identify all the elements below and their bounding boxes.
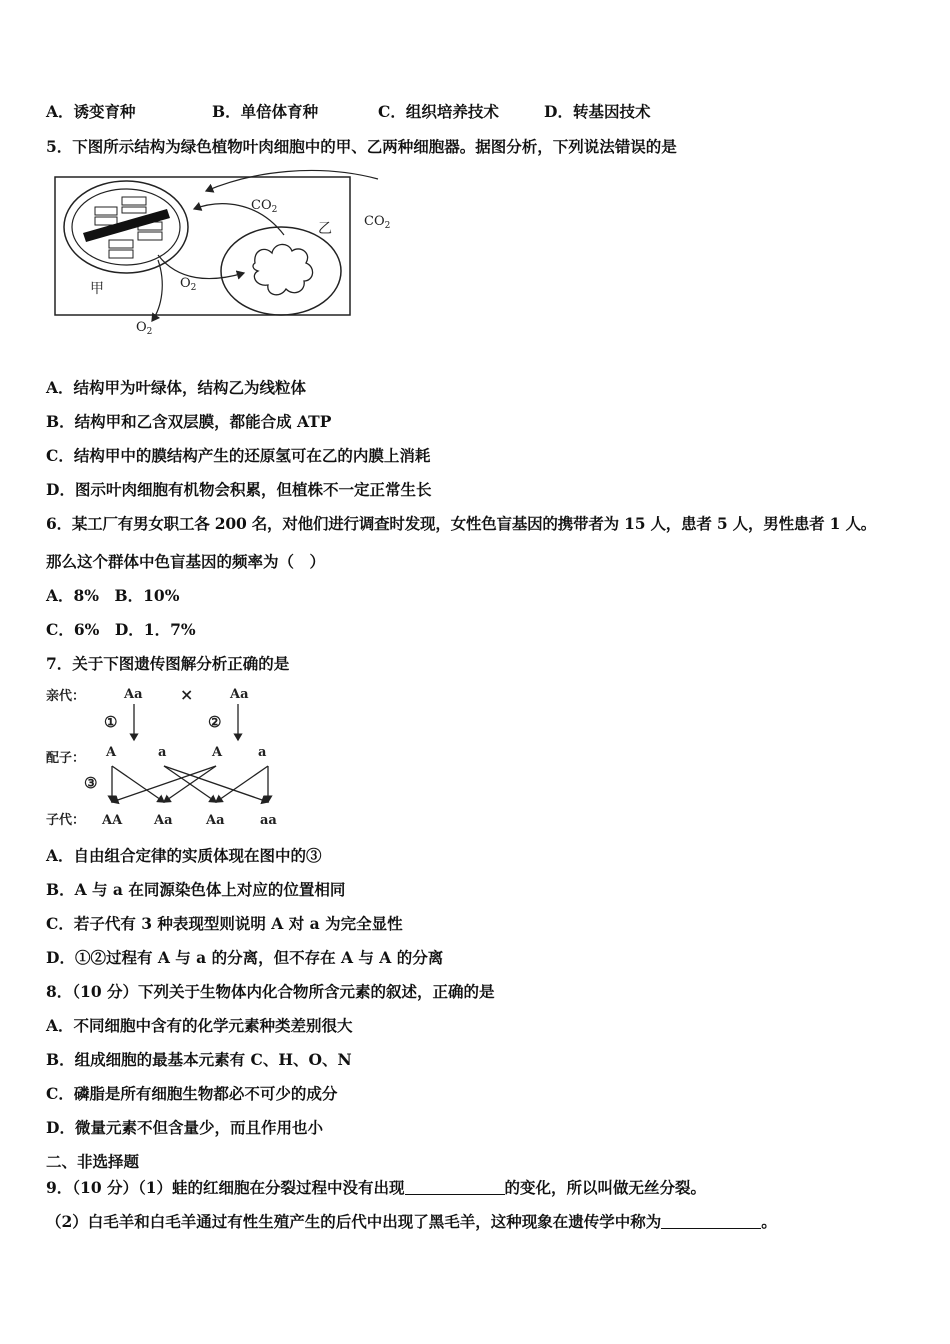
offspring-1: AA — [102, 813, 123, 828]
q5-stem: 5．下图所示结构为绿色植物叶肉细胞中的甲、乙两种细胞器。据图分析，下列说法错误的是 — [46, 137, 677, 156]
parents-label: 亲代： — [46, 689, 86, 704]
thylakoid — [109, 250, 133, 258]
parent-2: Aa — [230, 687, 249, 702]
co2-label-inner: $CO_2$ — [251, 198, 278, 215]
o2-label-mid: $O_2$ — [180, 276, 197, 293]
q9-line1 — [46, 1178, 706, 1198]
q9-line2-post: 。 — [761, 1212, 777, 1231]
q8-option-b: B．组成细胞的最基本元素有 C、H、O、N — [46, 1050, 352, 1069]
q4-option-b: B．单倍体育种 — [212, 102, 319, 121]
q8-option-c: C．磷脂是所有细胞生物都必不可少的成分 — [46, 1084, 338, 1103]
o2-label-bottom: $O_2$ — [136, 320, 153, 337]
co2-arrow-from-outside — [206, 170, 378, 191]
q5-option-a: A．结构甲为叶绿体，结构乙为线粒体 — [46, 378, 307, 397]
offspring-label: 子代： — [46, 813, 86, 828]
thylakoid — [122, 197, 146, 205]
q7-stem: 7．关于下图遗传图解分析正确的是 — [46, 654, 290, 673]
q9-line2 — [46, 1212, 777, 1232]
q8-option-a: A．不同细胞中含有的化学元素种类差别很大 — [46, 1016, 353, 1035]
offspring-2: Aa — [154, 813, 173, 828]
gamete-4: a — [258, 745, 267, 760]
q7-option-a: A．自由组合定律的实质体现在图中的③ — [46, 846, 322, 865]
q6-options-row2: C．6% D．1．7% — [46, 620, 196, 639]
q7-option-b: B．A 与 a 在同源染色体上对应的位置相同 — [46, 880, 346, 899]
thylakoid — [95, 217, 117, 225]
q5-option-b: B．结构甲和乙含双层膜，都能合成 ATP — [46, 412, 332, 431]
parent-1: Aa — [124, 687, 143, 702]
cross-symbol: × — [180, 685, 194, 704]
co2-label-outer: $CO_2$ — [364, 214, 391, 231]
q8-stem: 8．（10 分）下列关于生物体内化合物所含元素的叙述，正确的是 — [46, 982, 495, 1001]
organelle-label-jia: 甲 — [90, 281, 104, 297]
gamete-1: A — [106, 745, 117, 760]
mitochondrion-outer — [221, 227, 341, 315]
q4-option-d: D．转基因技术 — [544, 102, 651, 121]
q4-options-row — [46, 102, 650, 122]
thylakoid — [109, 240, 133, 248]
step-2: ② — [208, 713, 222, 731]
gametes-label: 配子： — [46, 751, 86, 766]
step-1: ① — [104, 713, 118, 731]
organelle-label-yi: 乙 — [318, 221, 332, 237]
section-heading: 二、非选择题 — [46, 1152, 140, 1171]
q9-line1-post: 的变化，所以叫做无丝分裂。 — [504, 1178, 707, 1197]
q6-stem-line1: 6．某工厂有男女职工各 200 名，对他们进行调查时发现，女性色盲基因的携带者为 15 人，患者 5 人，男性患者 1 人。 — [46, 514, 877, 533]
gamete-3: A — [212, 745, 223, 760]
q9-line2-pre: （2）白毛羊和白毛羊通过有性生殖产生的后代中出现了黑毛羊，这种现象在遗传学中称为 — [46, 1212, 662, 1231]
q8-option-d: D．微量元素不但含量少，而且作用也小 — [46, 1118, 323, 1137]
thylakoid — [95, 207, 117, 215]
q5-option-c: C．结构甲中的膜结构产生的还原氢可在乙的内膜上消耗 — [46, 446, 431, 465]
q9-blank-2 — [661, 1212, 761, 1229]
q9-line1-pre: 9．（10 分）（1）蛙的红细胞在分裂过程中没有出现 — [46, 1178, 405, 1197]
q7-option-d: D．①②过程有 A 与 a 的分离，但不存在 A 与 A 的分离 — [46, 948, 444, 967]
thylakoid — [138, 232, 162, 240]
thylakoid — [122, 207, 146, 213]
offspring-3: Aa — [206, 813, 225, 828]
q6-options-row1: A．8% B．10% — [46, 586, 180, 605]
offspring-4: aa — [260, 813, 277, 828]
q6-stem-line2: 那么这个群体中色盲基因的频率为（ ） — [46, 552, 326, 571]
q4-option-c: C．组织培养技术 — [378, 102, 499, 121]
q7-option-c: C．若子代有 3 种表现型则说明 A 对 a 为完全显性 — [46, 914, 403, 933]
step-3: ③ — [84, 774, 98, 792]
q5-organelle-figure — [48, 165, 400, 345]
q7-genetic-diagram — [46, 682, 296, 832]
q5-option-d: D．图示叶肉细胞有机物会积累，但植株不一定正常生长 — [46, 480, 432, 499]
mitochondrion-cristae — [253, 244, 313, 294]
gamete-2: a — [158, 745, 167, 760]
q4-option-a: A．诱变育种 — [46, 102, 136, 121]
q9-blank-1 — [405, 1178, 505, 1195]
